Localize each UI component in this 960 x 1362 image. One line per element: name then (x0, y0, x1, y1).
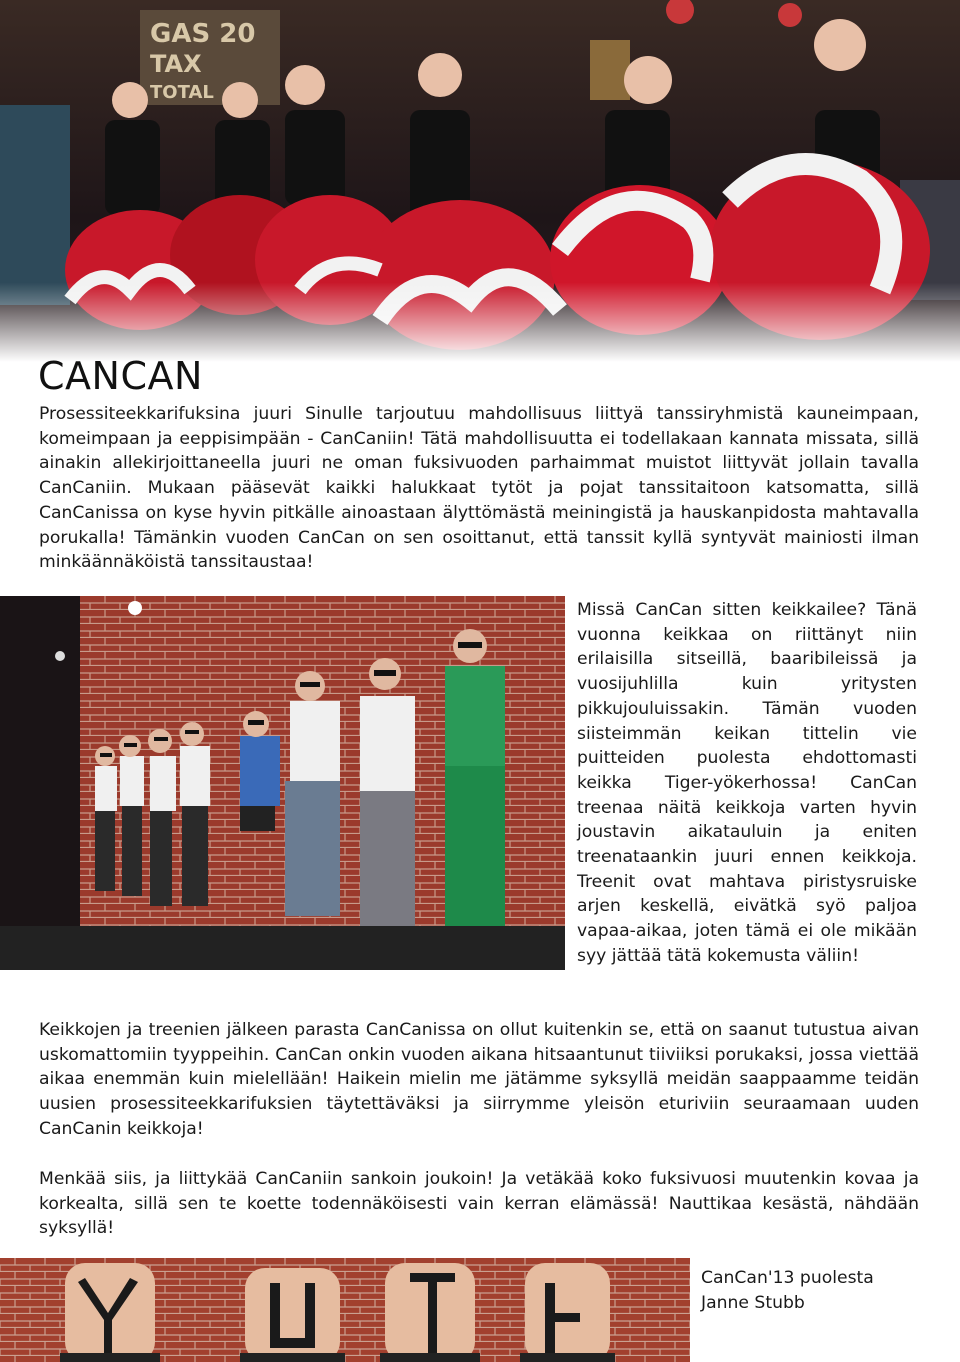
intro-paragraph: Prosessiteekkarifuksina juuri Sinulle tarjoutuu mahdollisuus liittyä tanssiryhmistä kauneimpaan, komeimpaan ja eeppisimpään - CanCaniin! Tätä mahdollisuutta ei todellakaan kannata missata, sillä ainakin allekirjoittaneella juuri ne oman fuksivuoden parhaimmat muistot liittyvät jollain tavalla CanCaniin. Mukaan pääsevät kaikki halukkaat tytöt ja pojat tanssitaitoon katsomatta, sillä CanCanissa on kyse hyvin pitkälle ainoastaan älyttömästä meiningistä ja hauskanpidosta mahtavalla porukalla! Tämänkin vuoden CanCan on sen osoittanut, että tanssit kyllä syntyvät mainiosti ilman minkäännäköistä tanssitaustaa! (39, 404, 919, 573)
closing-paragraph: Menkää siis, ja liittykää CanCaniin sankoin joukoin! Ja vetäkää koko fuksivuosi muutenkin kovaa ja korkealta, sillä sen te koette todennäköisesti vain kerran elämässä! Nauttikaa kesästä, nähdään syksyllä! (39, 1169, 919, 1239)
signature (701, 1266, 874, 1315)
after-gigs-paragraph: Keikkojen ja treenien jälkeen parasta CanCanissa on ollut kuitenkin se, että on saanut tutustua aivan uskomattomiin tyyppeihin. CanCan onkin vuoden aikana hitsaantunut tiiviiksi porukaksi, jossa viettää aikaa enemmän kuin mielellään! Haikein mielin me jätämme syksyllä meidän saappaamme teidän uusien prosessiteekkarifuksien täytettäväksi ja siirrymme yleisön eturiviin seuraamaan uuden CanCanin keikkoja! (39, 1020, 919, 1139)
hero-photo-cancan-dancers (0, 0, 960, 362)
page-title: CANCAN (38, 354, 203, 398)
signature-line-group: CanCan'13 puolesta (701, 1268, 874, 1288)
dancers-brick-wall-photo (0, 596, 565, 970)
gigs-paragraph: Missä CanCan sitten keikkailee? Tänä vuonna keikkaa on riittänyt niin erilaisilla sitseillä, baaribileissä ja vuosijuhlilla kuin yritysten pikkujouluissakin. Tämän vuoden siisteimmän keikan tittelin vie puitteiden puolesta ehdottomasti keikka Tiger-yökerhossa! CanCan treenaa näitä keikkoja varten hyvin joustavin aikatauluin ja eniten treenataankin juuri ennen keikkoja. Treenit ovat mahtava piristysruiske arjen keskellä, eivätkä syö paljoa vapaa-aikaa, joten tämä ei ole mikään syy jättää tätä kokemusta väliin! (577, 600, 917, 966)
taped-letters-dancers-photo (0, 1258, 690, 1362)
signature-line-name: Janne Stubb (701, 1292, 805, 1313)
